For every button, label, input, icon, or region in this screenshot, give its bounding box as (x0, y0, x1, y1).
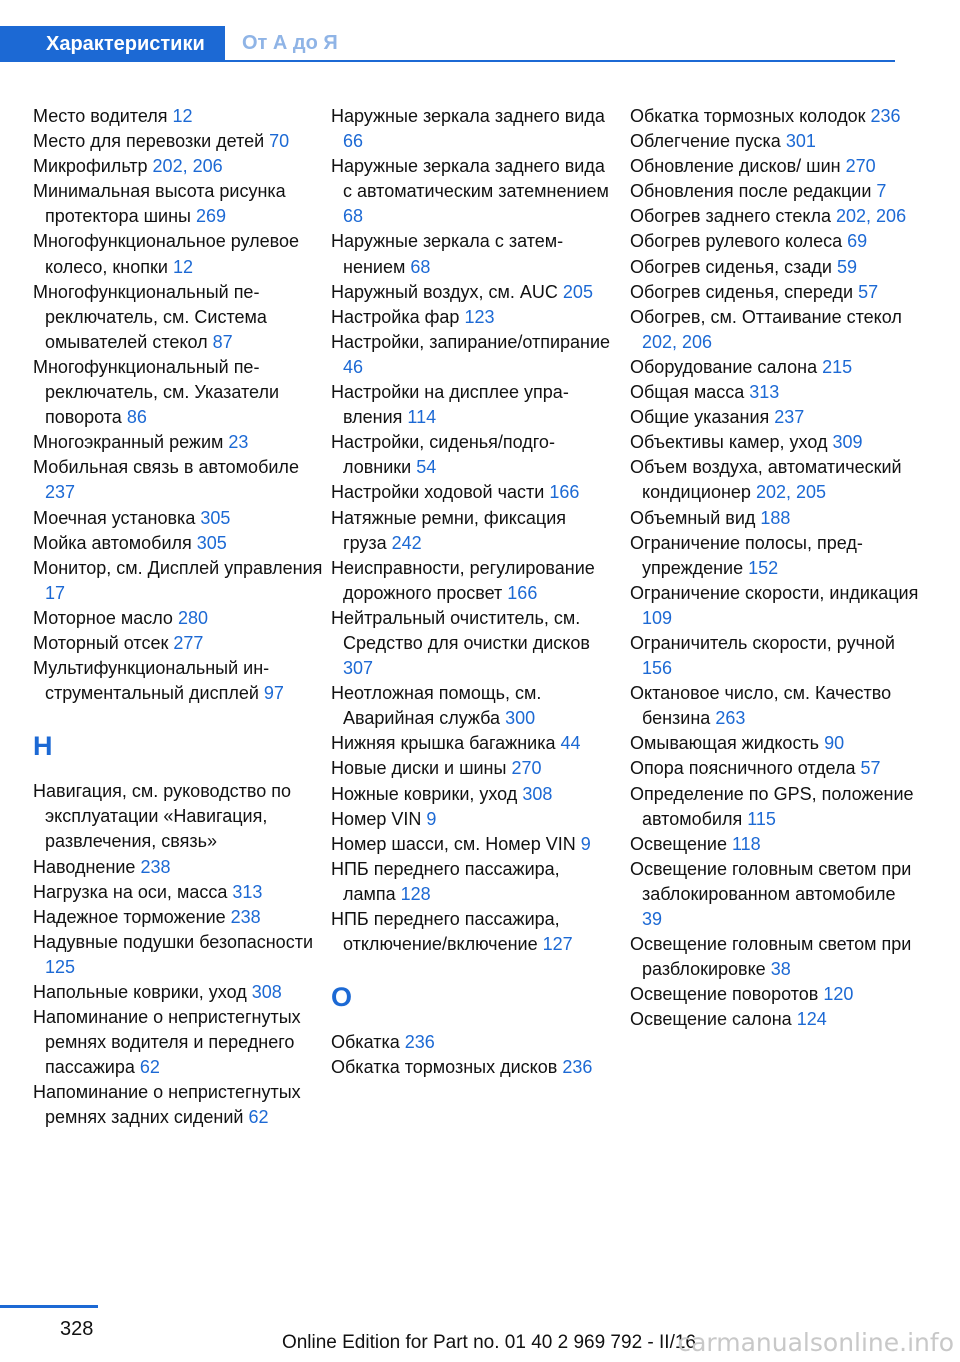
page-reference-link[interactable]: 301 (785, 131, 816, 152)
index-entry (33, 1080, 323, 1130)
index-entry-text: Нейтральный очиститель, см. Средство для очистки дисков (331, 607, 590, 653)
index-entry-text: Обогрев заднего стекла (630, 206, 837, 227)
index-entry (331, 907, 611, 957)
index-entry-text: Напоминание о непристегнутых ремнях водителя и переднего пассажира (33, 1007, 301, 1078)
page-reference-link[interactable]: 238 (230, 906, 261, 927)
index-entry (331, 756, 611, 781)
index-entry (331, 430, 611, 480)
header-divider (0, 60, 895, 62)
index-entry (331, 731, 611, 756)
index-entry-text: Номер шасси, см. Номер VIN (331, 833, 581, 854)
page-reference-link[interactable]: 123 (464, 306, 495, 327)
page-reference-link[interactable]: 270 (845, 156, 876, 177)
index-entry-text: Обогрев рулевого колеса (630, 231, 848, 252)
index-entry (33, 980, 323, 1005)
index-entry (33, 1005, 323, 1080)
index-entry (33, 455, 323, 505)
page-reference-link[interactable]: 263 (715, 708, 746, 729)
page-reference-link[interactable]: 313 (232, 881, 263, 902)
page-reference-link[interactable]: 125 (45, 956, 76, 977)
index-entry-text: Объективы камер, уход (630, 432, 833, 453)
index-entry (630, 430, 920, 455)
index-entry-text: Освещение головным светом при заблокированном автомобиле (630, 858, 912, 904)
index-entry-text: Мобильная связь в автомобиле (33, 457, 299, 478)
index-entry (331, 1030, 611, 1055)
index-entry-text: Напольные коврики, уход (33, 982, 252, 1002)
index-entry (33, 179, 323, 229)
index-entry (33, 631, 323, 656)
index-entry-text: Моторный отсек (33, 632, 174, 653)
index-entry-text: Натяжные ремни, фиксация груза (331, 507, 566, 553)
index-entry-text: Обкатка (331, 1032, 405, 1053)
index-column-1 (33, 104, 323, 1131)
index-entry (331, 832, 611, 857)
page-reference-link[interactable]: 280 (177, 607, 208, 628)
index-entry-text: Новые диски и шины (331, 758, 512, 779)
page-reference-link[interactable]: 236 (404, 1032, 435, 1053)
page-reference-link[interactable]: 166 (507, 582, 538, 603)
index-entry-text: Настройки, сиденья/подголовники (331, 432, 555, 478)
index-entry-text: Нагрузка на оси, масса (33, 881, 233, 902)
index-entry-text: Обновление дисков/ шин (630, 156, 846, 177)
index-entry-text: Обновления после редакции (630, 181, 877, 202)
watermark: carmanualsonline.info (677, 1328, 954, 1357)
index-entry (630, 832, 920, 857)
index-entry-text: Неисправности, регулирование дорожного просвет (331, 557, 595, 603)
index-entry (33, 606, 323, 631)
index-entry-text: Настройка фар (331, 306, 465, 327)
index-entry-text: Настройки ходовой части (331, 482, 550, 503)
index-entry (33, 154, 323, 179)
index-entry (630, 982, 920, 1007)
index-entry-text: Освещение головным светом при разблокировке (630, 934, 912, 980)
page-reference-link[interactable]: 57 (860, 758, 881, 779)
page-reference-link[interactable]: 128 (400, 883, 431, 904)
edition-text: Online Edition for Part no. 01 40 2 969 792 - II/16 (281, 1332, 696, 1353)
page-reference-link[interactable]: 269 (195, 206, 226, 227)
page-reference-link[interactable]: 305 (196, 532, 227, 553)
page-reference-link[interactable]: 305 (200, 507, 231, 528)
index-entry (630, 405, 920, 430)
page-reference-link[interactable]: 307 (343, 658, 374, 679)
page-reference-link[interactable]: 46 (343, 356, 364, 377)
index-entry-text: Минимальная высота рисунка протектора шины (33, 181, 286, 227)
index-entry (33, 531, 323, 556)
index-entry (33, 355, 323, 430)
page-reference-link[interactable]: 114 (407, 407, 437, 428)
page-reference-link[interactable]: 62 (248, 1107, 269, 1128)
index-entry-text: Опора поясничного отдела (630, 758, 861, 779)
tab-a-to-z[interactable]: От А до Я (242, 32, 338, 54)
index-entry (33, 280, 323, 355)
index-entry-text: Место водителя (33, 106, 173, 126)
index-entry-text: Наружный воздух, см. AUC (331, 281, 563, 302)
index-entry (331, 857, 611, 907)
index-entry-text: Обогрев, см. Оттаивание стекол (630, 306, 902, 327)
page-reference-link[interactable]: 44 (560, 733, 581, 754)
page-reference-link[interactable]: 127 (542, 934, 573, 955)
index-column-3 (630, 104, 920, 1032)
index-entry (630, 731, 920, 756)
page-reference-link[interactable]: 90 (824, 733, 845, 754)
index-entry-text: Напоминание о непристегнутых ремнях задних сидений (33, 1082, 301, 1128)
index-entry (331, 556, 611, 606)
index-entry (331, 280, 611, 305)
index-entry (630, 129, 920, 154)
index-entry (630, 681, 920, 731)
page-reference-link[interactable]: 236 (562, 1057, 593, 1078)
index-entry (33, 880, 323, 905)
index-entry-text: Навигация, см. руководство по эксплуатации «Навигация, развлечения, связь» (33, 781, 292, 852)
page-reference-link[interactable]: 54 (416, 457, 437, 478)
index-entry-text: Нижняя крышка багажника (331, 733, 561, 754)
page-reference-link[interactable]: 57 (858, 281, 879, 302)
page-reference-link[interactable]: 166 (549, 482, 580, 503)
index-entry-text: Многоэкранный режим (33, 432, 229, 453)
index-entry-text: Ножные коврики, уход (331, 783, 523, 804)
page-reference-link[interactable]: 87 (212, 331, 233, 352)
page-reference-link[interactable]: 300 (505, 708, 536, 729)
page-reference-link[interactable]: 152 (748, 557, 779, 578)
index-entry-text: Неотложная помощь, см. Аварийная служба (331, 683, 542, 729)
page-number: 328 (60, 1318, 94, 1340)
index-entry-text: Многофункциональное рулевое колесо, кнопки (33, 231, 300, 277)
index-entry (630, 280, 920, 305)
index-entry-text: Моечная установка (33, 507, 201, 528)
page-reference-link[interactable]: 118 (732, 833, 761, 854)
index-entry (331, 330, 611, 380)
index-entry (331, 104, 611, 154)
index-entry (630, 305, 920, 355)
index-entry (630, 631, 920, 681)
page-reference-link[interactable]: 109 (642, 607, 673, 628)
page-reference-link[interactable]: 59 (836, 256, 857, 277)
index-entry-text: Монитор, см. Дисплей управления (33, 557, 323, 578)
index-entry-text: Оборудование салона (630, 356, 823, 377)
index-entry-text: Октановое число, см. Качество бензина (630, 683, 892, 729)
page-reference-link[interactable]: 97 (263, 683, 284, 704)
index-entry (331, 480, 611, 505)
index-entry (630, 1007, 920, 1032)
index-entry (630, 104, 920, 129)
index-entry (33, 905, 323, 930)
index-entry-text: Ограничитель скорости, ручной (630, 632, 895, 653)
index-entry-text: Обкатка тормозных дисков (331, 1057, 563, 1078)
index-entry-text: Освещение салона (630, 1009, 797, 1030)
index-entry-text: Общие указания (630, 407, 775, 428)
page-reference-link[interactable]: 202, 206 (152, 156, 223, 177)
index-entry (630, 255, 920, 280)
page-reference-link[interactable]: 115 (747, 808, 776, 829)
index-entry (33, 779, 323, 854)
index-entry (331, 782, 611, 807)
index-entry (33, 506, 323, 531)
page-reference-link[interactable]: 308 (251, 982, 282, 1002)
index-entry (630, 355, 920, 380)
header-bar (0, 26, 895, 62)
index-entry (33, 930, 323, 980)
page-reference-link[interactable]: 238 (140, 856, 171, 877)
page-reference-link[interactable]: 86 (126, 407, 147, 428)
index-entry (331, 606, 611, 681)
footer-accent-line (0, 1305, 98, 1308)
page-reference-link[interactable]: 202, 205 (755, 482, 827, 503)
index-entry (630, 932, 920, 982)
index-entry-text: Наружные зеркала заднего вида (331, 106, 605, 126)
index-entry-text: НПБ переднего пассажира, отключение/включение (331, 909, 560, 955)
page-reference-link[interactable]: 124 (796, 1009, 827, 1030)
page-reference-link[interactable]: 242 (391, 532, 422, 553)
index-entry (33, 855, 323, 880)
page-reference-link[interactable]: 313 (749, 382, 780, 403)
page-reference-link[interactable]: 12 (172, 106, 193, 126)
index-entry-text: Обогрев сиденья, спереди (630, 281, 859, 302)
index-entry-text: Наводнение (33, 856, 141, 877)
page-reference-link[interactable]: 68 (343, 206, 364, 227)
section-letter: О (331, 982, 353, 1013)
index-entry (331, 305, 611, 330)
index-entry (630, 380, 920, 405)
page-reference-link[interactable]: 202, 206 (836, 206, 907, 227)
index-entry-text: Омывающая жидкость (630, 733, 825, 754)
index-entry (630, 581, 920, 631)
index-entry (630, 204, 920, 229)
index-entry-text: Наружные зеркала заднего вида с автоматическим затемнением (331, 156, 609, 202)
page-reference-link[interactable]: 236 (870, 106, 901, 126)
index-entry (630, 455, 920, 505)
index-entry-text: Объемный вид (630, 507, 761, 528)
page-reference-link[interactable]: 69 (847, 231, 868, 252)
index-entry-text: Наружные зеркала с затемнением (331, 231, 564, 277)
index-entry (33, 129, 323, 154)
page-reference-link[interactable]: 188 (760, 507, 791, 528)
tab-characteristics[interactable]: Характеристики (0, 26, 225, 62)
index-entry (630, 154, 920, 179)
index-entry (630, 531, 920, 581)
page-reference-link[interactable]: 309 (832, 432, 863, 453)
page-reference-link[interactable]: 38 (770, 959, 791, 980)
index-entry-text: Мойка автомобиля (33, 532, 197, 553)
page-reference-link[interactable]: 9 (426, 808, 437, 829)
index-entry-text: Ограничение полосы, предупреждение (630, 532, 863, 578)
page-reference-link[interactable]: 215 (822, 356, 853, 377)
index-entry (331, 807, 611, 832)
index-entry-text: Обкатка тормозных колодок (630, 106, 871, 126)
index-entry (33, 430, 323, 455)
index-entry (630, 229, 920, 254)
index-entry (33, 656, 323, 706)
index-entry-text: Номер VIN (331, 808, 427, 829)
page-reference-link[interactable]: 70 (269, 131, 290, 152)
index-entry (630, 782, 920, 832)
index-entry-text: Моторное масло (33, 607, 178, 628)
index-entry (331, 506, 611, 556)
index-entry (331, 154, 611, 229)
page-reference-link[interactable]: 205 (562, 281, 593, 302)
index-entry-text: Освещение (630, 833, 732, 854)
index-entry (630, 857, 920, 932)
index-entry (33, 556, 323, 606)
index-entry (331, 1055, 611, 1080)
page-reference-link[interactable]: 156 (642, 658, 673, 679)
page-reference-link[interactable]: 12 (172, 256, 193, 277)
index-entry-text: Общая масса (630, 382, 750, 403)
index-column-2 (331, 104, 611, 1080)
index-entry-text: Ограничение скорости, индикация (630, 582, 919, 603)
page-reference-link[interactable]: 66 (343, 131, 364, 152)
index-entry-text: Объем воздуха, автоматический кондиционер (630, 457, 902, 503)
page-reference-link[interactable]: 270 (511, 758, 542, 779)
page-reference-link[interactable]: 68 (410, 256, 431, 277)
page-reference-link[interactable]: 23 (228, 432, 249, 453)
page-reference-link[interactable]: 62 (139, 1057, 160, 1078)
index-entry-text: Многофункциональный переключатель, см. Указатели поворота (33, 356, 279, 428)
index-entry-text: Надежное торможение (33, 906, 231, 927)
index-entry (331, 229, 611, 279)
index-entry-text: Микрофильтр (33, 156, 153, 177)
page-reference-link[interactable]: 202, 206 (642, 331, 713, 352)
index-entry (630, 179, 920, 204)
section-letter: Н (33, 731, 53, 762)
index-entry (33, 229, 323, 279)
index-entry-text: НПБ переднего пассажира, лампа (331, 858, 560, 904)
index-entry (331, 681, 611, 731)
index-entry (630, 756, 920, 781)
index-entry-text: Мультифункциональный инструментальный дисплей (33, 658, 270, 704)
index-entry-text: Облегчение пуска (630, 131, 786, 152)
index-entry-text: Обогрев сиденья, сзади (630, 256, 837, 277)
page-reference-link[interactable]: 39 (642, 909, 663, 929)
index-entry-text: Определение по GPS, положение автомобиля (630, 783, 914, 829)
index-entry (630, 506, 920, 531)
index-entry-text: Место для перевозки детей (33, 131, 270, 152)
index-entry-text: Многофункциональный переключатель, см. Система омывателей стекол (33, 281, 267, 352)
index-entry-text: Надувные подушки безопасности (33, 931, 313, 952)
page-reference-link[interactable]: 9 (580, 833, 591, 854)
page-reference-link[interactable]: 237 (774, 407, 805, 428)
index-entry-text: Настройки на дисплее управления (331, 382, 569, 428)
index-entry-text: Освещение поворотов (630, 984, 824, 1005)
page-reference-link[interactable]: 120 (823, 984, 854, 1005)
page-reference-link[interactable]: 308 (522, 783, 553, 804)
index-entry (33, 104, 323, 129)
index-entry-text: Настройки, запирание/отпирание (331, 331, 611, 352)
page-reference-link[interactable]: 237 (45, 482, 76, 503)
page-reference-link[interactable]: 277 (173, 632, 204, 653)
page-reference-link[interactable]: 17 (45, 582, 66, 603)
index-entry (331, 380, 611, 430)
page-reference-link[interactable]: 7 (876, 181, 887, 202)
